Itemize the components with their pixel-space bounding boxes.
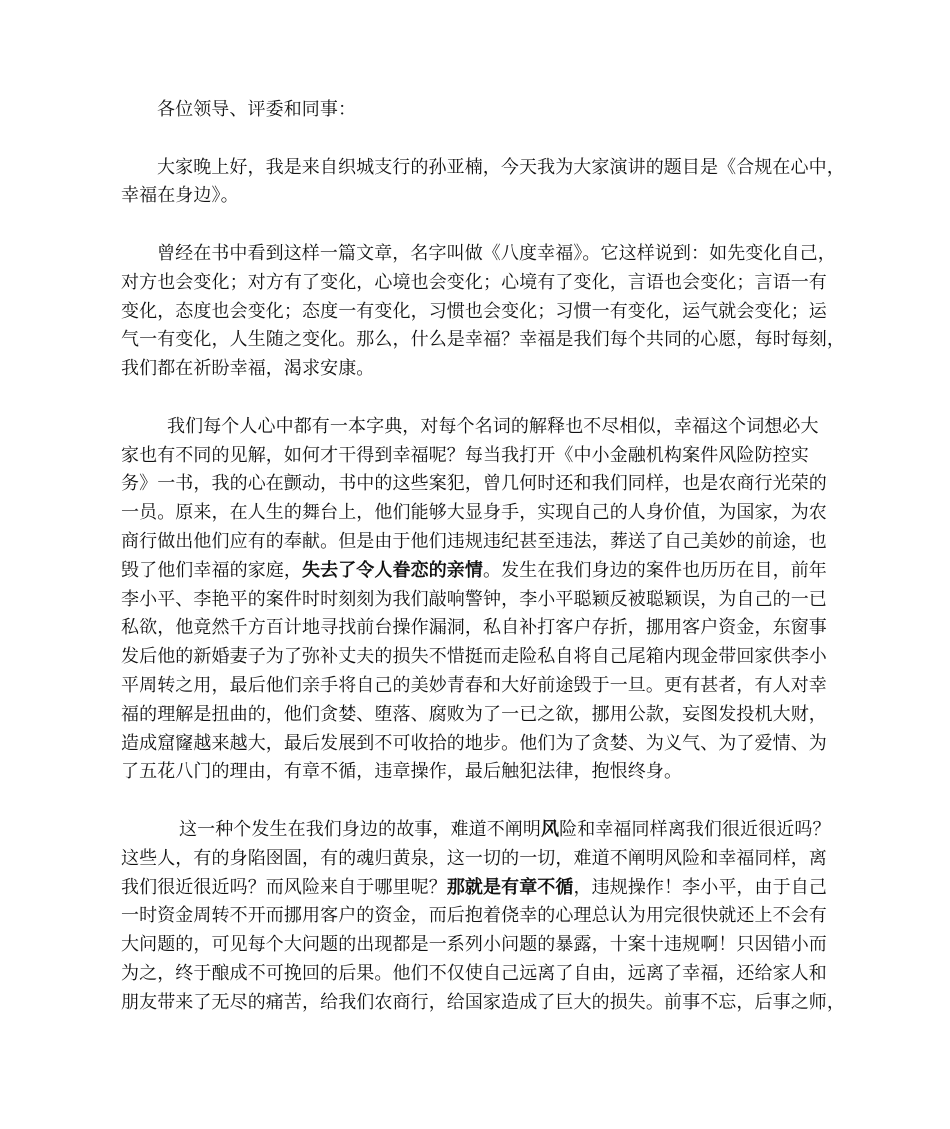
text-run: 。发生在我们身边的案件也历历在目，前年 — [483, 559, 827, 581]
greeting-paragraph — [121, 96, 837, 125]
paragraph-3 — [121, 413, 837, 787]
greeting-line: 各位领导、评委和同事： — [157, 99, 357, 120]
paragraph-gap — [121, 211, 837, 240]
text-run: 毁了他们幸福的家庭， — [121, 559, 302, 581]
text-line: 发后他的新婚妻子为了弥补丈夫的损失不惜挺而走险私自将自己尾箱内现金带回家供李小 — [121, 646, 827, 668]
text-line: 幸福在身边》。 — [121, 185, 239, 207]
text-line: 对方也会变化；对方有了变化，心境也会变化；心境有了变化，言语也会变化；言语一有 — [121, 271, 827, 293]
text-line: 为之，终于酿成不可挽回的后果。他们不仅使自己远离了自由，远离了幸福，还给家人和 — [121, 962, 827, 984]
text-line: 变化，态度也会变化；态度一有变化，习惯也会变化；习惯一有变化，运气就会变化；运 — [121, 300, 827, 322]
text-line: 李小平、李艳平的案件时时刻刻为我们敲响警钟，李小平聪颖反被聪颖误，为自己的一已 — [121, 588, 827, 610]
text-line: 一员。原来，在人生的舞台上，他们能够大显身手，实现自己的人身价值，为国家，为农 — [121, 502, 827, 524]
text-line: 大问题的，可见每个大问题的出现都是一系列小问题的暴露，十案十违规啊！只因错小而 — [121, 934, 827, 956]
bold-text-run: 那就是有章不循 — [446, 876, 574, 898]
text-line — [121, 557, 837, 586]
paragraph-4 — [121, 816, 845, 1018]
text-run: 险和幸福同样离我们很近很近吗？ — [559, 818, 831, 840]
text-line: 大家晚上好，我是来自织城支行的孙亚楠，今天我为大家演讲的题目是《合规在心中， — [157, 156, 845, 178]
text-run: ，违规操作！李小平，由于自己 — [573, 876, 827, 898]
text-line: 商行做出他们应有的奉献。但是由于他们违规违纪甚至违法，葬送了自己美妙的前途，也 — [121, 530, 827, 552]
text-line: 务》一书，我的心在颤动，书中的这些案犯，曾几何时还和我们同样，也是农商行光荣的 — [121, 473, 827, 495]
text-line: 我们每个人心中都有一本字典，对每个名词的解释也不尽相似，幸福这个词想必大 — [167, 415, 819, 437]
paragraph-1 — [121, 154, 845, 212]
paragraph-gap — [121, 125, 837, 154]
text-line: 一时资金周转不开而挪用客户的资金，而后抱着侥幸的心理总认为用完很快就还上不会有 — [121, 905, 827, 927]
text-line: 曾经在书中看到这样一篇文章，名字叫做《八度幸福》。它这样说到：如先变化自己， — [157, 242, 836, 264]
text-line: 福的理解是扭曲的，他们贪婪、堕落、腐败为了一已之欲，挪用公款，妄图发投机大财， — [121, 703, 827, 725]
text-line: 平周转之用，最后他们亲手将自己的美妙青春和大好前途毁于一旦。更有甚者，有人对幸 — [121, 674, 827, 696]
text-line: 了五花八门的理由，有章不循，违章操作，最后触犯法律，抱恨终身。 — [121, 761, 683, 783]
paragraph-2 — [121, 240, 845, 384]
text-line: 私欲，他竟然千方百计地寻找前台操作漏洞，私自补打客户存折，挪用客户资金，东窗事 — [121, 617, 827, 639]
text-line — [121, 874, 837, 903]
bold-text-run: 失去了令人眷恋的亲情 — [302, 559, 483, 581]
text-run: 这一种个发生在我们身边的故事，难道不阐明 — [179, 818, 541, 840]
paragraph-gap — [121, 787, 837, 816]
bold-text-run: 风 — [541, 818, 560, 840]
paragraph-gap — [121, 384, 837, 413]
document-page — [121, 96, 845, 1018]
text-line: 造成窟窿越来越大，最后发展到不可收拾的地步。他们为了贪婪、为义气、为了爱情、为 — [121, 732, 827, 754]
text-run: 我们很近很近吗？而风险来自于哪里呢？ — [121, 876, 447, 898]
text-line: 家也有不同的见解，如何才干得到幸福呢？每当我打开《中小金融机构案件风险防控实 — [121, 444, 809, 466]
text-line: 朋友带来了无尽的痛苦，给我们农商行，给国家造成了巨大的损失。前事不忘，后事之师， — [121, 991, 845, 1013]
text-line — [121, 816, 837, 845]
text-line: 这些人，有的身陷囹圄，有的魂归黄泉，这一切的一切，难道不阐明风险和幸福同样，离 — [121, 847, 827, 869]
text-line: 气一有变化，人生随之变化。那么，什么是幸福？幸福是我们每个共同的心愿，每时每刻， — [121, 329, 845, 351]
text-line: 我们都在祈盼幸福，渴求安康。 — [121, 358, 375, 380]
